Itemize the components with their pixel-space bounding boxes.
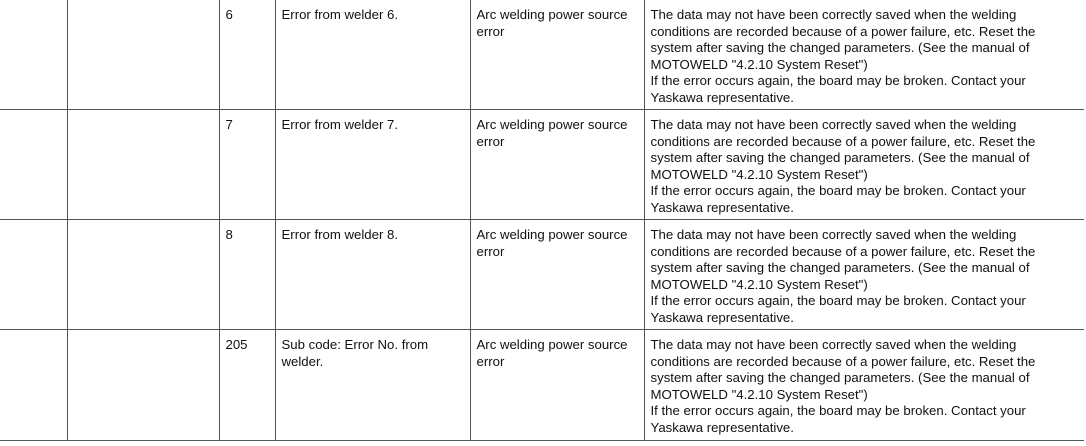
remedy-text: The data may not have been correctly saved when the welding conditions are recorded because of a power failure, etc. Reset the system after saving the changed parameters. (See the manual of MOTOWELD "4.2.10 System Reset") [650, 227, 1036, 292]
alarm-number-cell [0, 110, 67, 220]
table-row [0, 0, 1084, 110]
sub-code-cell: 205 [219, 330, 275, 441]
alarm-name-cell [67, 0, 219, 110]
table-row [0, 220, 1084, 330]
remedy-text: If the error occurs again, the board may be broken. Contact your Yaskawa representative. [650, 403, 1026, 435]
meaning-cell: Error from welder 8. [275, 220, 470, 330]
remedy-text: The data may not have been correctly saved when the welding conditions are recorded because of a power failure, etc. Reset the system after saving the changed parameters. (See the manual of MOTOWELD "4.2.10 System Reset") [650, 117, 1036, 182]
meaning-cell: Error from welder 6. [275, 0, 470, 110]
alarm-number-cell [0, 330, 67, 441]
sub-code-cell: 8 [219, 220, 275, 330]
alarm-number-cell [0, 220, 67, 330]
remedy-text: The data may not have been correctly saved when the welding conditions are recorded because of a power failure, etc. Reset the system after saving the changed parameters. (See the manual of MOTOWELD "4.2.10 System Reset") [650, 337, 1036, 402]
cause-cell: Arc welding power source error [470, 220, 644, 330]
meaning-cell: Sub code: Error No. from welder. [275, 330, 470, 441]
remedy-text: The data may not have been correctly saved when the welding conditions are recorded because of a power failure, etc. Reset the system after saving the changed parameters. (See the manual of MOTOWELD "4.2.10 System Reset") [650, 7, 1036, 72]
alarm-number-cell [0, 0, 67, 110]
remedy-cell [644, 330, 1084, 441]
remedy-text: If the error occurs again, the board may be broken. Contact your Yaskawa representative. [650, 293, 1026, 325]
cause-cell: Arc welding power source error [470, 110, 644, 220]
table-row [0, 330, 1084, 441]
remedy-cell [644, 0, 1084, 110]
alarm-name-cell [67, 220, 219, 330]
alarm-name-cell [67, 330, 219, 441]
meaning-cell: Error from welder 7. [275, 110, 470, 220]
alarm-name-cell [67, 110, 219, 220]
sub-code-cell: 6 [219, 0, 275, 110]
remedy-cell [644, 110, 1084, 220]
sub-code-cell: 7 [219, 110, 275, 220]
remedy-text: If the error occurs again, the board may be broken. Contact your Yaskawa representative. [650, 73, 1026, 105]
cause-cell: Arc welding power source error [470, 330, 644, 441]
remedy-text: If the error occurs again, the board may be broken. Contact your Yaskawa representative. [650, 183, 1026, 215]
remedy-cell [644, 220, 1084, 330]
table-row [0, 110, 1084, 220]
cause-cell: Arc welding power source error [470, 0, 644, 110]
